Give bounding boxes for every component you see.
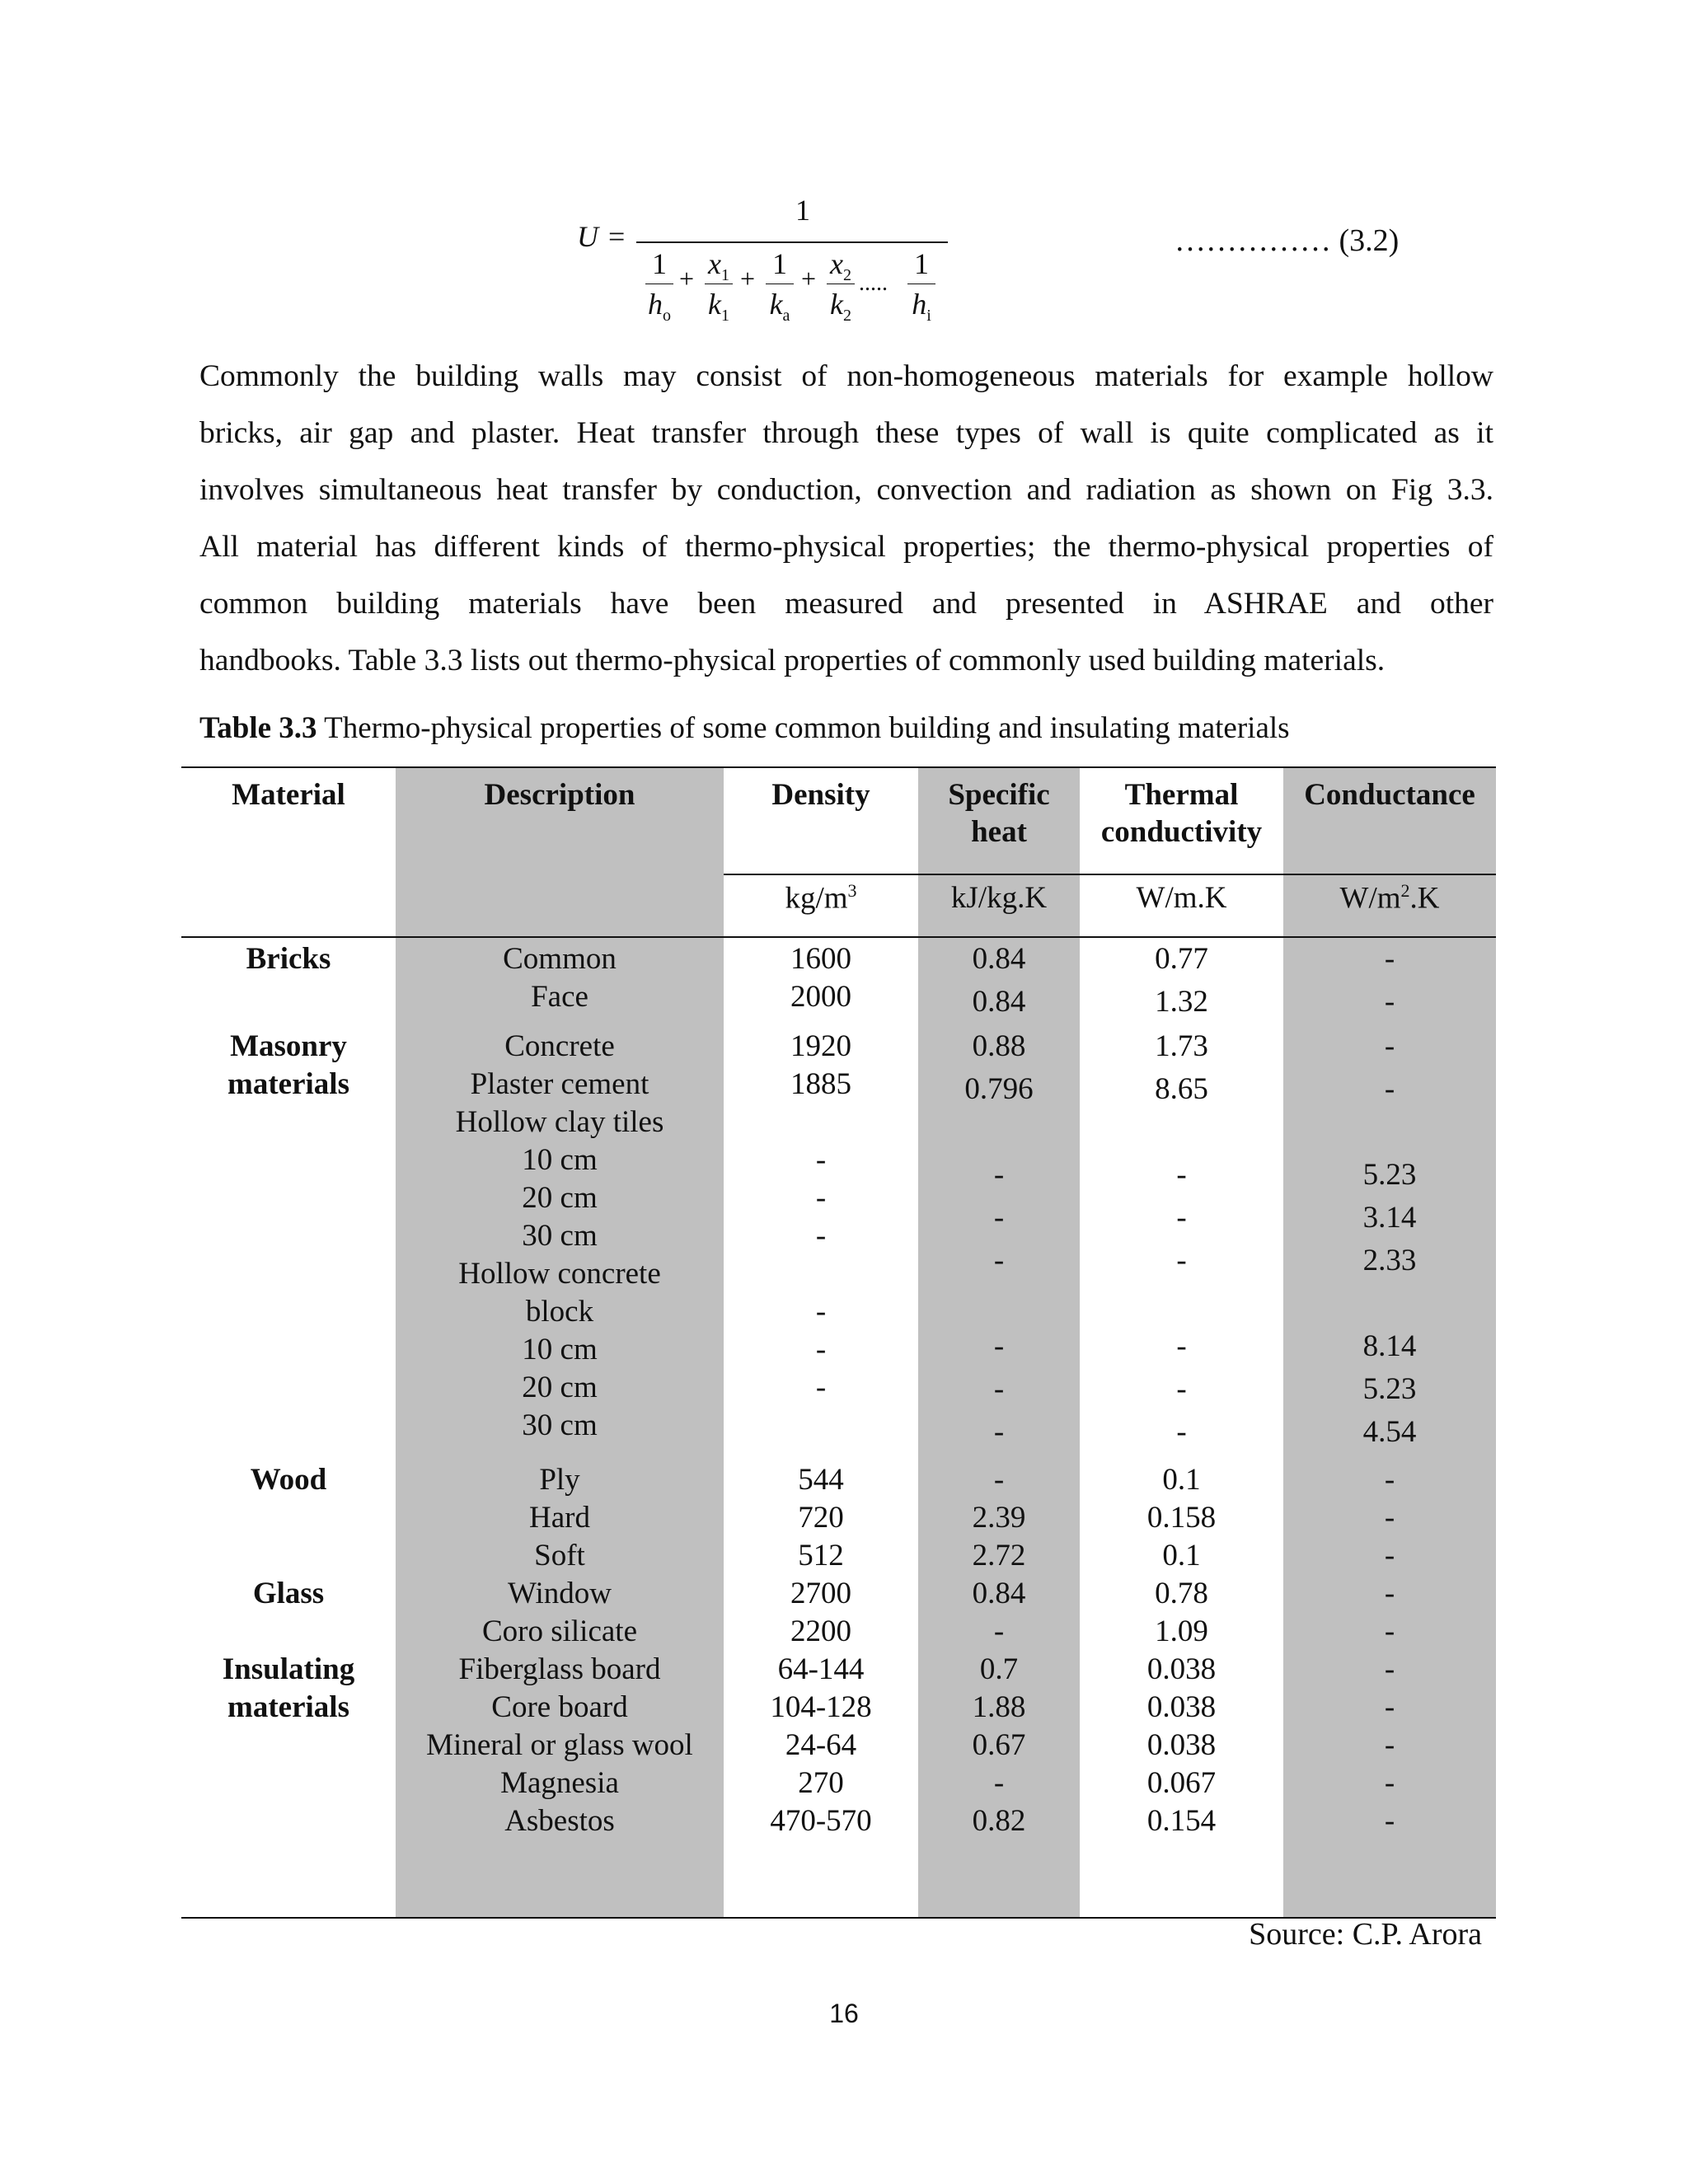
density-cell: 2000 — [790, 980, 851, 1014]
density-cell: 1920 — [790, 1029, 851, 1063]
thermal-conductivity-cell: - — [1176, 1201, 1187, 1235]
density-cell: 720 — [798, 1501, 844, 1535]
thermal-conductivity-cell: 1.09 — [1155, 1615, 1208, 1648]
equation-denominator — [643, 246, 956, 336]
paragraph-line: Commonly the building walls may consist of non-homogeneous materials for example hollow — [199, 359, 1493, 393]
conductance-cell: - — [1384, 1501, 1395, 1535]
ellipsis-dots: ..... — [859, 270, 888, 296]
conductance-cell: 3.14 — [1362, 1201, 1417, 1235]
table-source: Source: C.P. Arora — [1249, 1917, 1482, 1952]
conductance-cell: - — [1384, 1539, 1395, 1572]
description-cell: block — [525, 1295, 594, 1329]
material-category-label: Masonry — [230, 1029, 347, 1063]
density-cell: 1885 — [790, 1067, 851, 1101]
specific-heat-cell: 2.72 — [972, 1539, 1026, 1572]
specific-heat-cell: 0.84 — [972, 1577, 1026, 1610]
header-thermal-conductivity: Thermal conductivity — [1100, 778, 1263, 849]
material-category-label: Wood — [250, 1463, 327, 1497]
conductance-cell: 5.23 — [1362, 1372, 1417, 1406]
header-bottom-rule — [181, 936, 1496, 938]
unit-conductance: $W/m^2.K$ — [1339, 880, 1440, 916]
density-cell: 544 — [798, 1463, 844, 1497]
equation-3-2 — [569, 196, 964, 336]
material-category-label: materials — [227, 1690, 349, 1724]
header-description: Description — [484, 778, 635, 812]
description-cell: Coro silicate — [481, 1615, 638, 1648]
unit-specific-heat: kJ/kg.K — [950, 881, 1048, 915]
specific-heat-cell: - — [993, 1463, 1005, 1497]
header-specific-heat: Specific heat — [948, 778, 1050, 849]
conductance-cell: - — [1384, 985, 1395, 1019]
conductance-cell: 2.33 — [1362, 1244, 1417, 1277]
density-cell: - — [815, 1143, 827, 1177]
thermal-conductivity-cell: - — [1176, 1372, 1187, 1406]
description-cell: Asbestos — [504, 1804, 615, 1838]
term-x2-over-k2: $x_2$ $k_2$ — [824, 246, 857, 322]
paragraph-line: common building materials have been measured and presented in ASHRAE and other — [199, 587, 1493, 621]
thermal-conductivity-cell: - — [1176, 1158, 1187, 1192]
plus-sign: + — [740, 264, 756, 293]
table-caption — [199, 710, 1290, 746]
thermal-conductivity-cell: 0.038 — [1146, 1728, 1217, 1762]
thermal-conductivity-cell: - — [1176, 1415, 1187, 1449]
description-cell: Soft — [534, 1539, 585, 1572]
conductance-cell: - — [1384, 1804, 1395, 1838]
thermal-conductivity-cell: 0.1 — [1162, 1463, 1201, 1497]
specific-heat-cell: 2.39 — [972, 1501, 1026, 1535]
term-1-over-hi: 1 $h_i$ — [905, 246, 938, 322]
conductance-cell: - — [1384, 942, 1395, 976]
thermal-conductivity-cell: 8.65 — [1155, 1072, 1208, 1106]
conductance-cell: - — [1384, 1766, 1395, 1800]
density-cell: 1600 — [790, 942, 851, 976]
specific-heat-cell: 0.82 — [972, 1804, 1026, 1838]
description-cell: 10 cm — [522, 1333, 598, 1366]
specific-heat-cell: 1.88 — [972, 1690, 1026, 1724]
equation-equals: = — [608, 220, 626, 253]
conductance-cell: 5.23 — [1362, 1158, 1417, 1192]
density-cell: - — [815, 1181, 827, 1215]
description-cell: Concrete — [504, 1029, 615, 1063]
specific-heat-cell: 0.7 — [979, 1652, 1019, 1686]
specific-heat-cell: - — [993, 1158, 1005, 1192]
description-cell: Hard — [529, 1501, 590, 1535]
description-cell: Core board — [491, 1690, 628, 1724]
density-cell: 24-64 — [785, 1728, 857, 1762]
specific-heat-cell: 0.84 — [972, 942, 1026, 976]
conductance-cell: - — [1384, 1463, 1395, 1497]
conductance-cell: - — [1384, 1577, 1395, 1610]
equation-lhs: U — [577, 220, 598, 253]
conductance-cell: - — [1384, 1652, 1395, 1686]
description-cell: Plaster cement — [470, 1067, 649, 1101]
thermal-conductivity-cell: 0.038 — [1146, 1652, 1217, 1686]
material-category-label: Insulating — [222, 1652, 355, 1686]
specific-heat-cell: 0.67 — [972, 1728, 1026, 1762]
thermal-conductivity-cell: 1.73 — [1155, 1029, 1208, 1063]
description-cell: Fiberglass board — [458, 1652, 661, 1686]
description-cell: Mineral or glass wool — [426, 1728, 693, 1762]
description-cell: 30 cm — [522, 1219, 598, 1253]
density-cell: - — [815, 1219, 827, 1253]
units-rule — [724, 874, 1496, 875]
header-material: Material — [232, 778, 345, 812]
table-caption-text: Thermo-physical properties of some common building and insulating materials — [316, 711, 1290, 745]
thermal-conductivity-cell: 0.77 — [1155, 942, 1208, 976]
equation-numerator: 1 — [795, 194, 810, 227]
thermal-conductivity-cell: 1.32 — [1155, 985, 1208, 1019]
material-category-label: Bricks — [246, 942, 331, 976]
specific-heat-cell: - — [993, 1372, 1005, 1406]
density-cell: - — [815, 1295, 827, 1329]
equation-reference: …………… (3.2) — [1175, 223, 1400, 258]
density-cell: 64-144 — [777, 1652, 865, 1686]
thermal-conductivity-cell: 0.154 — [1146, 1804, 1217, 1838]
main-fraction-bar — [636, 241, 948, 243]
unit-thermal-conductivity: W/m.K — [1136, 881, 1227, 915]
description-cell: Window — [508, 1577, 612, 1610]
density-cell: 270 — [798, 1766, 844, 1800]
specific-heat-cell: 0.88 — [972, 1029, 1026, 1063]
description-cell: 20 cm — [522, 1181, 598, 1215]
paragraph-line: involves simultaneous heat transfer by conduction, convection and radiation as shown on Fig 3.3. — [199, 473, 1493, 507]
description-cell: 10 cm — [522, 1143, 598, 1177]
material-category-label: Glass — [252, 1577, 325, 1610]
table-caption-label: Table 3.3 — [199, 711, 317, 745]
specific-heat-cell: - — [993, 1415, 1005, 1449]
specific-heat-cell: - — [993, 1201, 1005, 1235]
header-density: Density — [771, 778, 870, 812]
plus-sign: + — [801, 264, 817, 293]
conductance-cell: - — [1384, 1690, 1395, 1724]
plus-sign: + — [679, 264, 695, 293]
specific-heat-cell: - — [993, 1766, 1005, 1800]
conductance-cell: 4.54 — [1362, 1415, 1417, 1449]
table-top-rule — [181, 766, 1496, 768]
density-cell: - — [815, 1333, 827, 1366]
material-category-label: materials — [227, 1067, 349, 1101]
description-cell: Ply — [539, 1463, 580, 1497]
conductance-cell: - — [1384, 1072, 1395, 1106]
term-x1-over-k1: $x_1$ $k_1$ — [702, 246, 735, 322]
density-cell: 104-128 — [770, 1690, 872, 1724]
conductance-cell: - — [1384, 1615, 1395, 1648]
conductance-cell: 8.14 — [1362, 1329, 1417, 1363]
description-cell: 30 cm — [522, 1408, 598, 1442]
thermal-conductivity-cell: - — [1176, 1244, 1187, 1277]
density-cell: 512 — [798, 1539, 844, 1572]
description-cell: Common — [503, 942, 617, 976]
paragraph-line: All material has different kinds of thermo-physical properties; the thermo-physical properties of — [199, 530, 1493, 564]
conductance-cell: - — [1384, 1029, 1395, 1063]
thermal-conductivity-cell: 0.067 — [1146, 1766, 1217, 1800]
unit-density: $kg/m^3$ — [785, 880, 857, 916]
paragraph-line: bricks, air gap and plaster. Heat transfer through these types of wall is quite complicated as it — [199, 416, 1493, 450]
specific-heat-cell: 0.796 — [964, 1072, 1034, 1106]
density-cell: 470-570 — [770, 1804, 872, 1838]
term-1-over-ho: 1 $h_o$ — [643, 246, 676, 322]
specific-heat-cell: 0.84 — [972, 985, 1026, 1019]
term-1-over-ka: 1 $k_a$ — [763, 246, 796, 322]
thermal-conductivity-cell: 0.038 — [1146, 1690, 1217, 1724]
density-cell: 2700 — [790, 1577, 851, 1610]
specific-heat-cell: - — [993, 1329, 1005, 1363]
density-cell: 2200 — [790, 1615, 851, 1648]
density-cell: - — [815, 1371, 827, 1404]
thermal-conductivity-cell: 0.78 — [1155, 1577, 1208, 1610]
thermal-conductivity-cell: 0.1 — [1162, 1539, 1201, 1572]
description-cell: Magnesia — [500, 1766, 619, 1800]
page-number: 16 — [829, 1999, 859, 2028]
header-conductance: Conductance — [1304, 778, 1475, 812]
specific-heat-cell: - — [993, 1615, 1005, 1648]
body-paragraph — [199, 348, 1493, 689]
thermal-conductivity-cell: - — [1176, 1329, 1187, 1363]
description-cell: Hollow concrete — [458, 1257, 661, 1291]
properties-table — [181, 766, 1496, 1919]
description-cell: Hollow clay tiles — [455, 1105, 664, 1139]
description-cell: 20 cm — [522, 1371, 598, 1404]
thermal-conductivity-cell: 0.158 — [1146, 1501, 1217, 1535]
paragraph-line: handbooks. Table 3.3 lists out thermo-physical properties of commonly used building materials. — [199, 644, 1386, 677]
specific-heat-cell: - — [993, 1244, 1005, 1277]
conductance-cell: - — [1384, 1728, 1395, 1762]
description-cell: Face — [531, 980, 588, 1014]
